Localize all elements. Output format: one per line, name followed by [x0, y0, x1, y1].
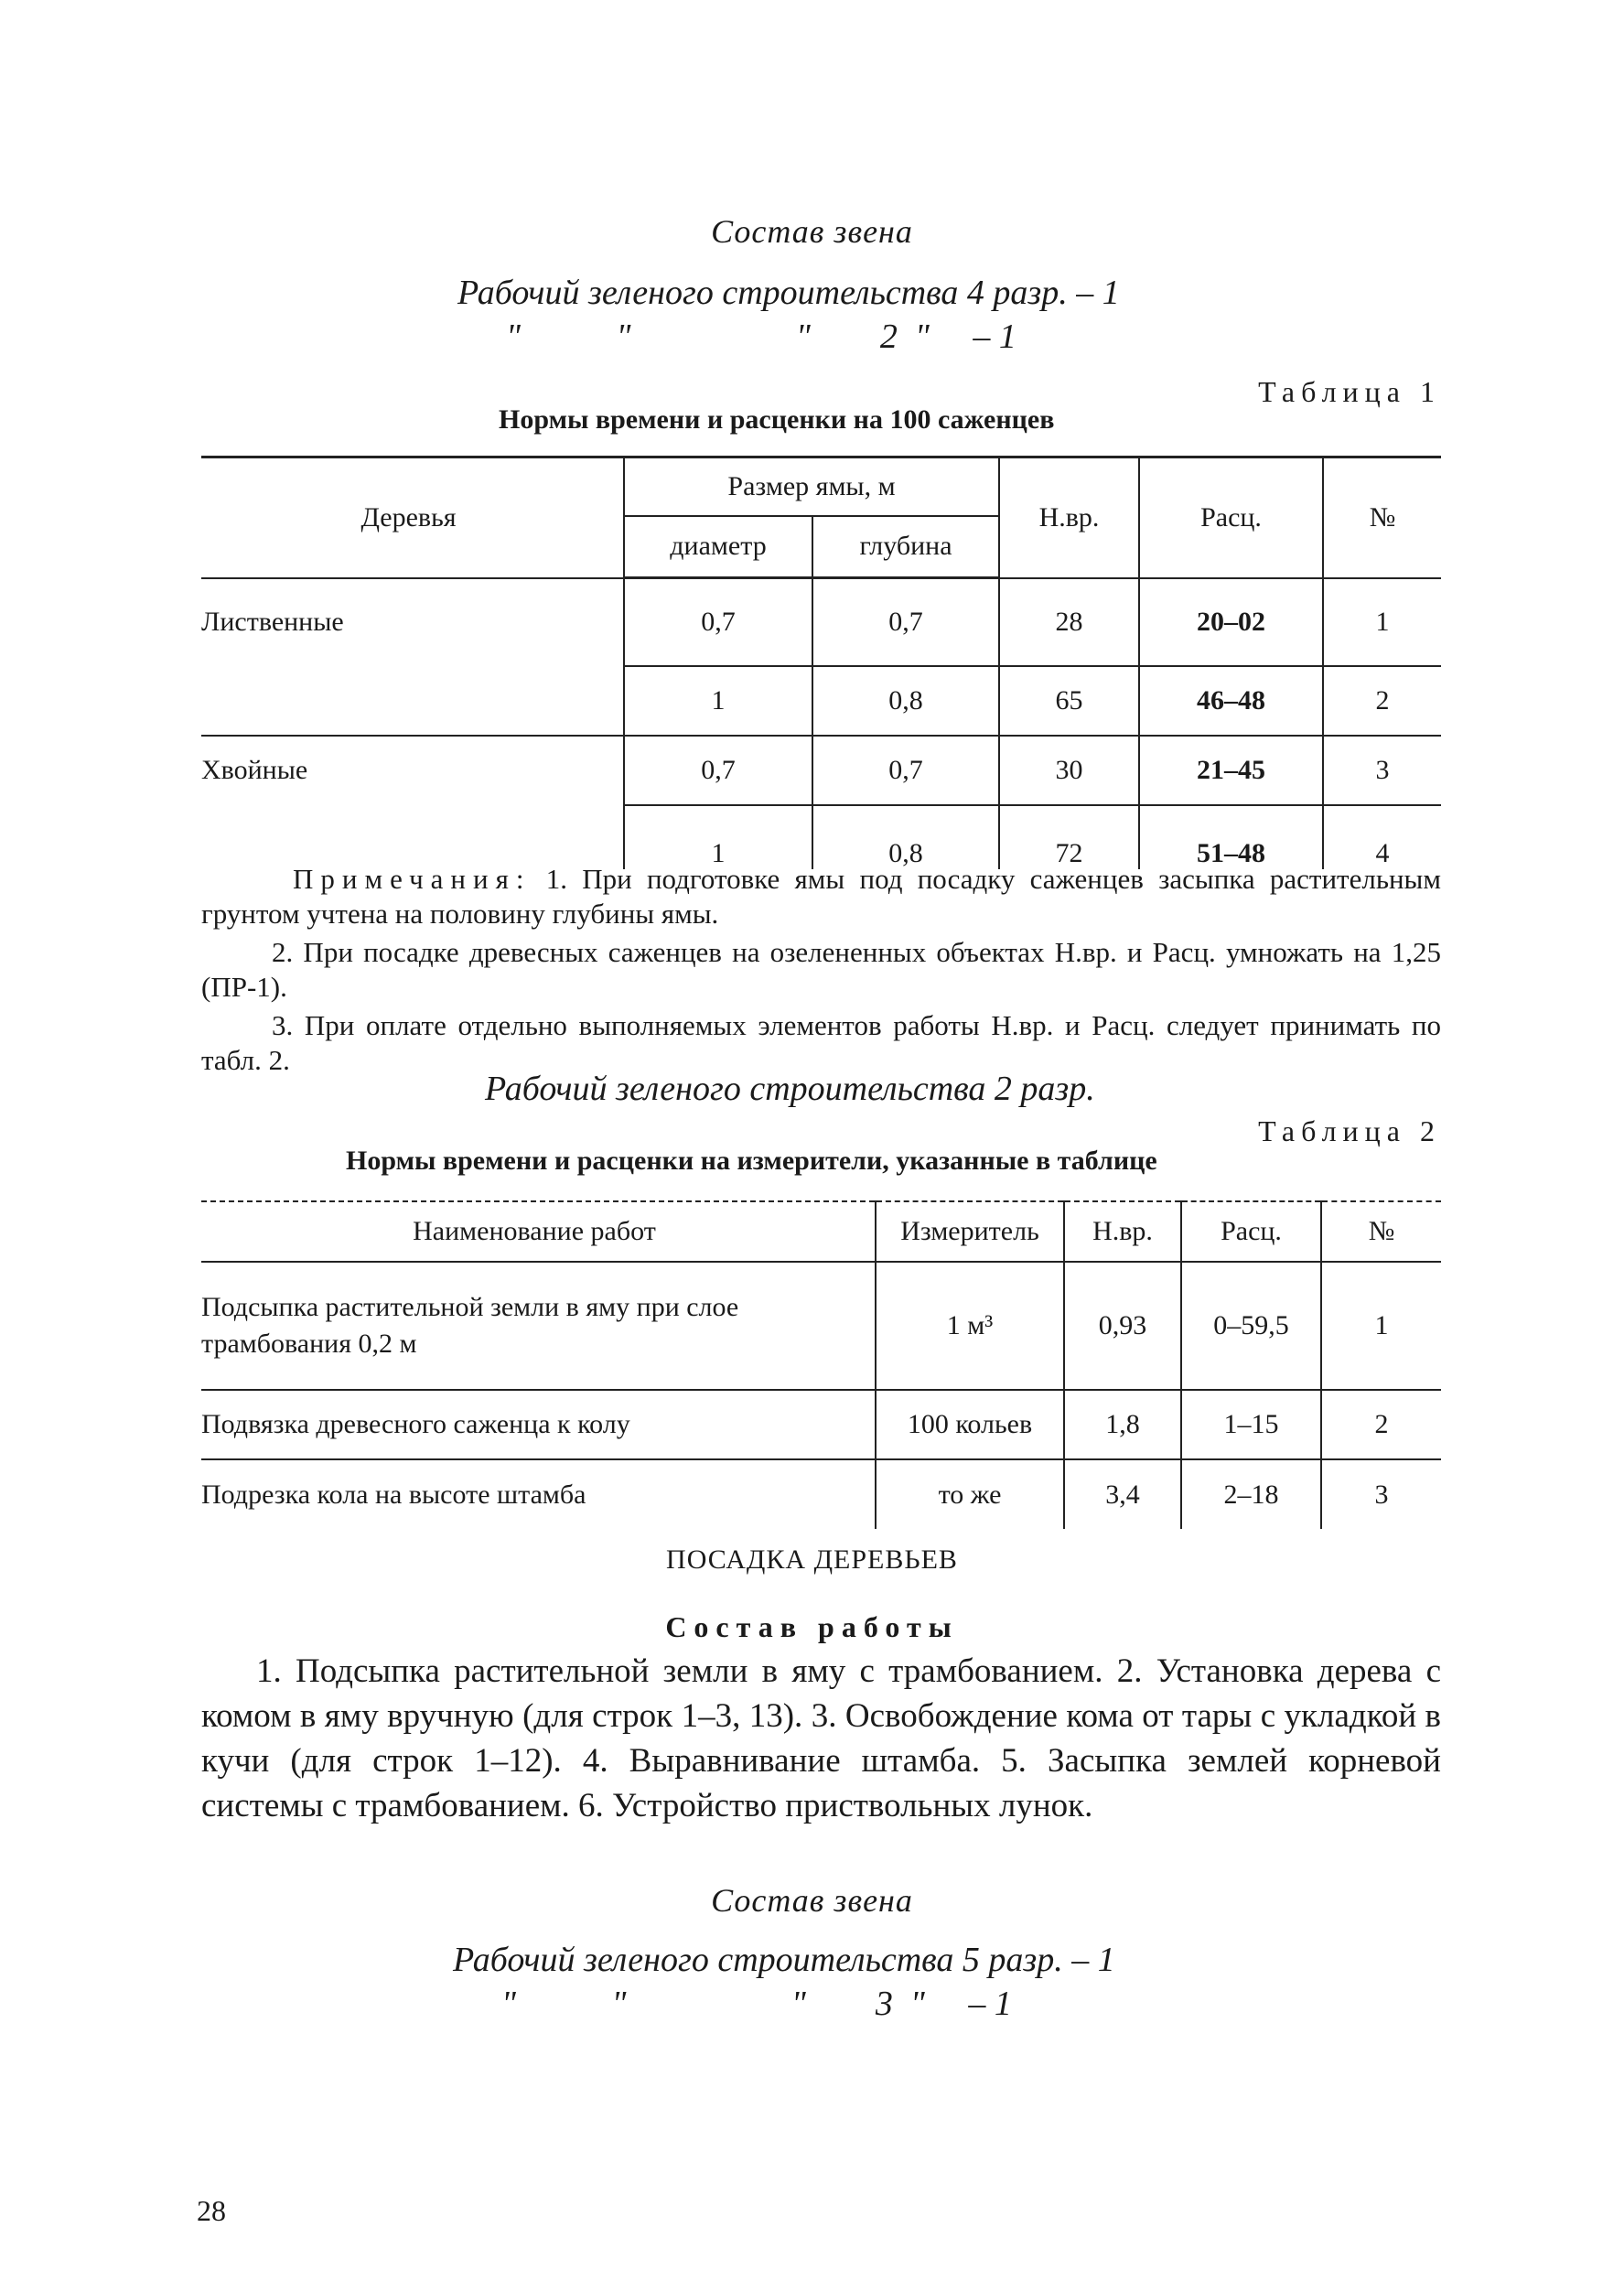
- header-depth: глубина: [812, 516, 999, 578]
- notes-label: Примечания:: [293, 863, 532, 895]
- crew-heading: Состав звена: [711, 213, 913, 250]
- header-nvr: Н.вр.: [999, 457, 1139, 578]
- crew-3-heading: Состав звена: [711, 1882, 913, 1919]
- crew-line-1: Рабочий зеленого строительства 4 разр. – 1: [457, 274, 1120, 312]
- header-diameter: диаметр: [624, 516, 812, 578]
- header-nvr-2: Н.вр.: [1064, 1201, 1181, 1262]
- table-2-label: Таблица 2: [1258, 1114, 1441, 1147]
- crew-3-line-1: Рабочий зеленого строительства 5 разр. – 1: [453, 1941, 1115, 1979]
- notes: [201, 862, 1441, 1078]
- note-1: 1. При подготовке ямы под посадку саженцев засыпка растительным грунтом учтена на половину глубины ямы.: [201, 863, 1441, 930]
- table-row: Подрезка кола на высоте штамба то же 3,4 2–18 3: [201, 1459, 1441, 1529]
- note-2: 2. При посадке древесных саженцев на озелененных объектах Н.вр. и Расц. умножать на 1,25 (ПР-1).: [201, 936, 1441, 1003]
- crew-3-line-2: " " " 3 " – 1: [501, 1985, 1012, 2023]
- table-1-label: Таблица 1: [1258, 375, 1441, 408]
- table-2: [201, 1200, 1441, 1529]
- header-pit-size: Размер ямы, м: [624, 457, 999, 516]
- page-number: 28: [197, 2194, 226, 2227]
- table-row: Лиственные 0,7 0,7 28 20–02 1: [201, 578, 1441, 666]
- header-unit: Измеритель: [876, 1201, 1064, 1262]
- header-rasc: Расц.: [1139, 457, 1323, 578]
- table-1-title: Нормы времени и расценки на 100 саженцев: [499, 404, 1055, 435]
- table-2-title: Нормы времени и расценки на измерители, указанные в таблице: [346, 1146, 1157, 1176]
- work-text: 1. Подсыпка растительной земли в яму с трамбованием. 2. Установка дерева с комом в яму вручную (для строк 1–3, 13). 3. Освобождение кома от тары с укладкой в кучи (для строк 1–12). 4. Выравнивание штамба. 5. Засыпка землей корневой системы с трамбованием. 6. Устройство приствольных лунок.: [201, 1652, 1441, 1824]
- crew-line-2: " " " 2 " – 1: [506, 317, 1016, 356]
- table-row: Хвойные 0,7 0,7 30 21–45 3: [201, 736, 1441, 805]
- table-1: [201, 456, 1441, 869]
- table-row: 1 0,8 72 51–48 4: [201, 805, 1441, 869]
- header-trees: Деревья: [201, 457, 624, 578]
- work-heading: Состав работы: [665, 1610, 959, 1643]
- section-title: ПОСАДКА ДЕРЕВЬЕВ: [666, 1544, 958, 1575]
- header-rasc-2: Расц.: [1181, 1201, 1321, 1262]
- header-num: №: [1323, 457, 1441, 578]
- header-work: Наименование работ: [201, 1201, 876, 1262]
- note-3: 3. При оплате отдельно выполняемых элементов работы Н.вр. и Расц. следует принимать по табл. 2.: [201, 1009, 1441, 1076]
- header-num-2: №: [1321, 1201, 1441, 1262]
- table-row: 1 0,8 65 46–48 2: [201, 666, 1441, 736]
- crew-2-line: Рабочий зеленого строительства 2 разр.: [485, 1070, 1095, 1108]
- table-row: Подсыпка растительной земли в яму при слое трамбования 0,2 м 1 м³ 0,93 0–59,5 1: [201, 1262, 1441, 1390]
- table-row: Подвязка древесного саженца к колу 100 кольев 1,8 1–15 2: [201, 1390, 1441, 1459]
